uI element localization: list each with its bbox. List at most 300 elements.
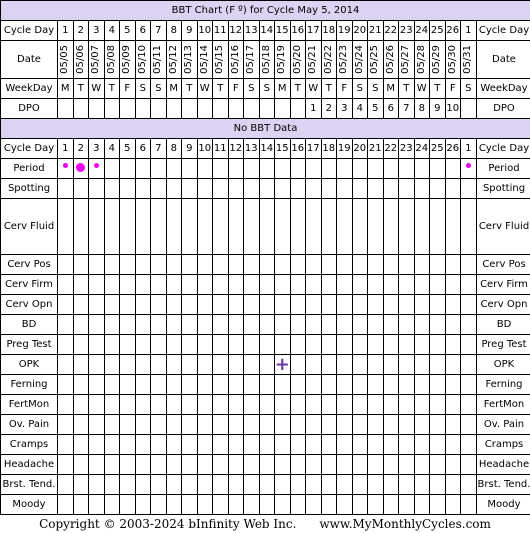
spotting-cell[interactable]	[367, 178, 384, 199]
bd-cell[interactable]	[228, 314, 245, 335]
preg-test-cell[interactable]	[243, 334, 260, 355]
ferning-cell[interactable]	[181, 374, 198, 395]
cramps-cell[interactable]	[398, 434, 415, 455]
cerv-pos-cell[interactable]	[352, 254, 369, 275]
cramps-cell[interactable]	[367, 434, 384, 455]
bd-cell[interactable]	[181, 314, 198, 335]
site-link[interactable]: www.MyMonthlyCycles.com	[319, 516, 491, 531]
cerv-pos-cell[interactable]	[414, 254, 431, 275]
cramps-cell[interactable]	[445, 434, 462, 455]
period-cell[interactable]	[104, 158, 121, 179]
preg-test-cell[interactable]	[150, 334, 167, 355]
cerv-pos-cell[interactable]	[429, 254, 446, 275]
period-cell[interactable]	[321, 158, 338, 179]
ferning-cell[interactable]	[352, 374, 369, 395]
headache-cell[interactable]	[429, 454, 446, 475]
period-cell[interactable]	[429, 158, 446, 179]
cerv-fluid-cell[interactable]	[197, 198, 214, 255]
cramps-cell[interactable]	[135, 434, 152, 455]
cerv-fluid-cell[interactable]	[383, 198, 400, 255]
headache-cell[interactable]	[352, 454, 369, 475]
cerv-firm-cell[interactable]	[166, 274, 183, 295]
moody-cell[interactable]	[429, 494, 446, 515]
spotting-cell[interactable]	[429, 178, 446, 199]
headache-cell[interactable]	[197, 454, 214, 475]
cerv-firm-cell[interactable]	[119, 274, 136, 295]
ov-pain-cell[interactable]	[119, 414, 136, 435]
headache-cell[interactable]	[57, 454, 74, 475]
preg-test-cell[interactable]	[135, 334, 152, 355]
bd-cell[interactable]	[197, 314, 214, 335]
cerv-fluid-cell[interactable]	[429, 198, 446, 255]
preg-test-cell[interactable]	[367, 334, 384, 355]
cerv-opn-cell[interactable]	[460, 294, 477, 315]
cerv-pos-cell[interactable]	[367, 254, 384, 275]
opk-cell[interactable]	[367, 354, 384, 375]
ov-pain-cell[interactable]	[414, 414, 431, 435]
ov-pain-cell[interactable]	[336, 414, 353, 435]
cerv-opn-cell[interactable]	[445, 294, 462, 315]
cramps-cell[interactable]	[414, 434, 431, 455]
cerv-pos-cell[interactable]	[336, 254, 353, 275]
cerv-opn-cell[interactable]	[119, 294, 136, 315]
spotting-cell[interactable]	[445, 178, 462, 199]
fertmon-cell[interactable]	[367, 394, 384, 415]
cramps-cell[interactable]	[88, 434, 105, 455]
cerv-pos-cell[interactable]	[88, 254, 105, 275]
spotting-cell[interactable]	[57, 178, 74, 199]
moody-cell[interactable]	[197, 494, 214, 515]
opk-cell[interactable]	[104, 354, 121, 375]
ov-pain-cell[interactable]	[88, 414, 105, 435]
brst-tend-cell[interactable]	[445, 474, 462, 495]
spotting-cell[interactable]	[243, 178, 260, 199]
cerv-fluid-cell[interactable]	[274, 198, 291, 255]
cerv-firm-cell[interactable]	[367, 274, 384, 295]
cerv-fluid-cell[interactable]	[150, 198, 167, 255]
moody-cell[interactable]	[367, 494, 384, 515]
headache-cell[interactable]	[321, 454, 338, 475]
bd-cell[interactable]	[259, 314, 276, 335]
spotting-cell[interactable]	[119, 178, 136, 199]
cerv-firm-cell[interactable]	[305, 274, 322, 295]
opk-cell[interactable]	[119, 354, 136, 375]
ov-pain-cell[interactable]	[135, 414, 152, 435]
preg-test-cell[interactable]	[259, 334, 276, 355]
cerv-pos-cell[interactable]	[119, 254, 136, 275]
spotting-cell[interactable]	[197, 178, 214, 199]
cerv-opn-cell[interactable]	[135, 294, 152, 315]
opk-cell[interactable]	[321, 354, 338, 375]
cerv-pos-cell[interactable]	[73, 254, 90, 275]
cramps-cell[interactable]	[197, 434, 214, 455]
ov-pain-cell[interactable]	[460, 414, 477, 435]
ferning-cell[interactable]	[429, 374, 446, 395]
period-cell[interactable]	[73, 158, 90, 179]
ov-pain-cell[interactable]	[104, 414, 121, 435]
preg-test-cell[interactable]	[445, 334, 462, 355]
cerv-opn-cell[interactable]	[104, 294, 121, 315]
moody-cell[interactable]	[57, 494, 74, 515]
preg-test-cell[interactable]	[104, 334, 121, 355]
period-cell[interactable]	[228, 158, 245, 179]
bd-cell[interactable]	[336, 314, 353, 335]
fertmon-cell[interactable]	[429, 394, 446, 415]
brst-tend-cell[interactable]	[274, 474, 291, 495]
cerv-fluid-cell[interactable]	[321, 198, 338, 255]
period-cell[interactable]	[352, 158, 369, 179]
bd-cell[interactable]	[150, 314, 167, 335]
ferning-cell[interactable]	[166, 374, 183, 395]
opk-cell[interactable]	[352, 354, 369, 375]
moody-cell[interactable]	[243, 494, 260, 515]
cerv-fluid-cell[interactable]	[305, 198, 322, 255]
moody-cell[interactable]	[104, 494, 121, 515]
ov-pain-cell[interactable]	[398, 414, 415, 435]
bd-cell[interactable]	[352, 314, 369, 335]
cerv-opn-cell[interactable]	[228, 294, 245, 315]
cerv-opn-cell[interactable]	[166, 294, 183, 315]
spotting-cell[interactable]	[228, 178, 245, 199]
cerv-pos-cell[interactable]	[290, 254, 307, 275]
cerv-opn-cell[interactable]	[398, 294, 415, 315]
fertmon-cell[interactable]	[414, 394, 431, 415]
spotting-cell[interactable]	[460, 178, 477, 199]
brst-tend-cell[interactable]	[150, 474, 167, 495]
preg-test-cell[interactable]	[352, 334, 369, 355]
moody-cell[interactable]	[305, 494, 322, 515]
brst-tend-cell[interactable]	[259, 474, 276, 495]
bd-cell[interactable]	[290, 314, 307, 335]
cramps-cell[interactable]	[460, 434, 477, 455]
ferning-cell[interactable]	[383, 374, 400, 395]
headache-cell[interactable]	[336, 454, 353, 475]
cerv-pos-cell[interactable]	[135, 254, 152, 275]
cramps-cell[interactable]	[166, 434, 183, 455]
moody-cell[interactable]	[212, 494, 229, 515]
headache-cell[interactable]	[73, 454, 90, 475]
spotting-cell[interactable]	[135, 178, 152, 199]
bd-cell[interactable]	[73, 314, 90, 335]
ov-pain-cell[interactable]	[352, 414, 369, 435]
brst-tend-cell[interactable]	[460, 474, 477, 495]
moody-cell[interactable]	[73, 494, 90, 515]
moody-cell[interactable]	[290, 494, 307, 515]
period-cell[interactable]	[305, 158, 322, 179]
brst-tend-cell[interactable]	[228, 474, 245, 495]
fertmon-cell[interactable]	[336, 394, 353, 415]
fertmon-cell[interactable]	[135, 394, 152, 415]
fertmon-cell[interactable]	[228, 394, 245, 415]
headache-cell[interactable]	[243, 454, 260, 475]
moody-cell[interactable]	[228, 494, 245, 515]
cerv-firm-cell[interactable]	[212, 274, 229, 295]
ferning-cell[interactable]	[150, 374, 167, 395]
ferning-cell[interactable]	[274, 374, 291, 395]
ov-pain-cell[interactable]	[259, 414, 276, 435]
spotting-cell[interactable]	[73, 178, 90, 199]
cerv-pos-cell[interactable]	[181, 254, 198, 275]
fertmon-cell[interactable]	[57, 394, 74, 415]
period-cell[interactable]	[57, 158, 74, 179]
cerv-fluid-cell[interactable]	[57, 198, 74, 255]
cramps-cell[interactable]	[321, 434, 338, 455]
ov-pain-cell[interactable]	[429, 414, 446, 435]
cerv-fluid-cell[interactable]	[228, 198, 245, 255]
ov-pain-cell[interactable]	[305, 414, 322, 435]
brst-tend-cell[interactable]	[321, 474, 338, 495]
opk-cell[interactable]	[228, 354, 245, 375]
brst-tend-cell[interactable]	[57, 474, 74, 495]
cerv-fluid-cell[interactable]	[290, 198, 307, 255]
cerv-fluid-cell[interactable]	[212, 198, 229, 255]
cerv-firm-cell[interactable]	[383, 274, 400, 295]
cerv-opn-cell[interactable]	[290, 294, 307, 315]
fertmon-cell[interactable]	[290, 394, 307, 415]
ov-pain-cell[interactable]	[57, 414, 74, 435]
spotting-cell[interactable]	[274, 178, 291, 199]
cerv-pos-cell[interactable]	[305, 254, 322, 275]
ov-pain-cell[interactable]	[383, 414, 400, 435]
moody-cell[interactable]	[150, 494, 167, 515]
bd-cell[interactable]	[383, 314, 400, 335]
period-cell[interactable]	[88, 158, 105, 179]
headache-cell[interactable]	[119, 454, 136, 475]
cerv-firm-cell[interactable]	[398, 274, 415, 295]
brst-tend-cell[interactable]	[181, 474, 198, 495]
moody-cell[interactable]	[321, 494, 338, 515]
cramps-cell[interactable]	[290, 434, 307, 455]
cerv-firm-cell[interactable]	[414, 274, 431, 295]
cramps-cell[interactable]	[119, 434, 136, 455]
cerv-firm-cell[interactable]	[274, 274, 291, 295]
cerv-opn-cell[interactable]	[383, 294, 400, 315]
cerv-fluid-cell[interactable]	[460, 198, 477, 255]
ferning-cell[interactable]	[305, 374, 322, 395]
ferning-cell[interactable]	[259, 374, 276, 395]
spotting-cell[interactable]	[290, 178, 307, 199]
cerv-fluid-cell[interactable]	[414, 198, 431, 255]
headache-cell[interactable]	[414, 454, 431, 475]
spotting-cell[interactable]	[259, 178, 276, 199]
fertmon-cell[interactable]	[150, 394, 167, 415]
fertmon-cell[interactable]	[460, 394, 477, 415]
spotting-cell[interactable]	[414, 178, 431, 199]
cerv-firm-cell[interactable]	[445, 274, 462, 295]
bd-cell[interactable]	[414, 314, 431, 335]
opk-cell[interactable]	[88, 354, 105, 375]
moody-cell[interactable]	[88, 494, 105, 515]
cerv-pos-cell[interactable]	[57, 254, 74, 275]
ferning-cell[interactable]	[212, 374, 229, 395]
headache-cell[interactable]	[367, 454, 384, 475]
fertmon-cell[interactable]	[197, 394, 214, 415]
cerv-firm-cell[interactable]	[321, 274, 338, 295]
headache-cell[interactable]	[135, 454, 152, 475]
moody-cell[interactable]	[445, 494, 462, 515]
opk-cell[interactable]	[305, 354, 322, 375]
moody-cell[interactable]	[336, 494, 353, 515]
cerv-pos-cell[interactable]	[445, 254, 462, 275]
bd-cell[interactable]	[398, 314, 415, 335]
preg-test-cell[interactable]	[290, 334, 307, 355]
bd-cell[interactable]	[460, 314, 477, 335]
cerv-firm-cell[interactable]	[352, 274, 369, 295]
fertmon-cell[interactable]	[445, 394, 462, 415]
cramps-cell[interactable]	[104, 434, 121, 455]
ferning-cell[interactable]	[104, 374, 121, 395]
ferning-cell[interactable]	[135, 374, 152, 395]
cerv-firm-cell[interactable]	[243, 274, 260, 295]
cerv-opn-cell[interactable]	[73, 294, 90, 315]
preg-test-cell[interactable]	[305, 334, 322, 355]
preg-test-cell[interactable]	[73, 334, 90, 355]
headache-cell[interactable]	[398, 454, 415, 475]
period-cell[interactable]	[414, 158, 431, 179]
fertmon-cell[interactable]	[73, 394, 90, 415]
opk-cell[interactable]	[135, 354, 152, 375]
cerv-pos-cell[interactable]	[321, 254, 338, 275]
period-cell[interactable]	[243, 158, 260, 179]
preg-test-cell[interactable]	[398, 334, 415, 355]
bd-cell[interactable]	[305, 314, 322, 335]
cerv-fluid-cell[interactable]	[135, 198, 152, 255]
spotting-cell[interactable]	[104, 178, 121, 199]
bd-cell[interactable]	[119, 314, 136, 335]
cerv-firm-cell[interactable]	[73, 274, 90, 295]
headache-cell[interactable]	[290, 454, 307, 475]
cramps-cell[interactable]	[228, 434, 245, 455]
fertmon-cell[interactable]	[243, 394, 260, 415]
preg-test-cell[interactable]	[383, 334, 400, 355]
ov-pain-cell[interactable]	[150, 414, 167, 435]
opk-cell[interactable]	[73, 354, 90, 375]
ov-pain-cell[interactable]	[212, 414, 229, 435]
spotting-cell[interactable]	[398, 178, 415, 199]
bd-cell[interactable]	[135, 314, 152, 335]
cerv-opn-cell[interactable]	[305, 294, 322, 315]
cerv-firm-cell[interactable]	[290, 274, 307, 295]
brst-tend-cell[interactable]	[88, 474, 105, 495]
ferning-cell[interactable]	[336, 374, 353, 395]
ferning-cell[interactable]	[88, 374, 105, 395]
cerv-fluid-cell[interactable]	[104, 198, 121, 255]
ferning-cell[interactable]	[119, 374, 136, 395]
moody-cell[interactable]	[259, 494, 276, 515]
cerv-opn-cell[interactable]	[336, 294, 353, 315]
cerv-firm-cell[interactable]	[228, 274, 245, 295]
ov-pain-cell[interactable]	[166, 414, 183, 435]
cerv-opn-cell[interactable]	[181, 294, 198, 315]
bd-cell[interactable]	[243, 314, 260, 335]
opk-cell[interactable]	[197, 354, 214, 375]
ferning-cell[interactable]	[460, 374, 477, 395]
cerv-opn-cell[interactable]	[414, 294, 431, 315]
period-cell[interactable]	[383, 158, 400, 179]
spotting-cell[interactable]	[336, 178, 353, 199]
cramps-cell[interactable]	[429, 434, 446, 455]
cerv-fluid-cell[interactable]	[367, 198, 384, 255]
brst-tend-cell[interactable]	[398, 474, 415, 495]
spotting-cell[interactable]	[212, 178, 229, 199]
preg-test-cell[interactable]	[274, 334, 291, 355]
period-cell[interactable]	[166, 158, 183, 179]
spotting-cell[interactable]	[305, 178, 322, 199]
cerv-firm-cell[interactable]	[259, 274, 276, 295]
cerv-pos-cell[interactable]	[104, 254, 121, 275]
headache-cell[interactable]	[305, 454, 322, 475]
cerv-opn-cell[interactable]	[367, 294, 384, 315]
moody-cell[interactable]	[274, 494, 291, 515]
ferning-cell[interactable]	[228, 374, 245, 395]
ferning-cell[interactable]	[197, 374, 214, 395]
cerv-pos-cell[interactable]	[197, 254, 214, 275]
brst-tend-cell[interactable]	[73, 474, 90, 495]
period-cell[interactable]	[336, 158, 353, 179]
opk-cell[interactable]	[429, 354, 446, 375]
ov-pain-cell[interactable]	[197, 414, 214, 435]
cerv-opn-cell[interactable]	[259, 294, 276, 315]
opk-cell[interactable]	[181, 354, 198, 375]
headache-cell[interactable]	[259, 454, 276, 475]
cerv-fluid-cell[interactable]	[336, 198, 353, 255]
moody-cell[interactable]	[352, 494, 369, 515]
spotting-cell[interactable]	[181, 178, 198, 199]
brst-tend-cell[interactable]	[367, 474, 384, 495]
bd-cell[interactable]	[367, 314, 384, 335]
cerv-pos-cell[interactable]	[259, 254, 276, 275]
opk-cell[interactable]	[460, 354, 477, 375]
preg-test-cell[interactable]	[414, 334, 431, 355]
moody-cell[interactable]	[181, 494, 198, 515]
bd-cell[interactable]	[321, 314, 338, 335]
cerv-firm-cell[interactable]	[57, 274, 74, 295]
ferning-cell[interactable]	[367, 374, 384, 395]
cerv-pos-cell[interactable]	[212, 254, 229, 275]
brst-tend-cell[interactable]	[414, 474, 431, 495]
cerv-pos-cell[interactable]	[228, 254, 245, 275]
cerv-firm-cell[interactable]	[104, 274, 121, 295]
preg-test-cell[interactable]	[429, 334, 446, 355]
preg-test-cell[interactable]	[119, 334, 136, 355]
cramps-cell[interactable]	[73, 434, 90, 455]
period-cell[interactable]	[150, 158, 167, 179]
cerv-firm-cell[interactable]	[150, 274, 167, 295]
headache-cell[interactable]	[228, 454, 245, 475]
period-cell[interactable]	[181, 158, 198, 179]
cerv-opn-cell[interactable]	[57, 294, 74, 315]
brst-tend-cell[interactable]	[383, 474, 400, 495]
cerv-fluid-cell[interactable]	[166, 198, 183, 255]
period-cell[interactable]	[398, 158, 415, 179]
bd-cell[interactable]	[88, 314, 105, 335]
cerv-firm-cell[interactable]	[135, 274, 152, 295]
cerv-fluid-cell[interactable]	[88, 198, 105, 255]
moody-cell[interactable]	[119, 494, 136, 515]
spotting-cell[interactable]	[383, 178, 400, 199]
bd-cell[interactable]	[445, 314, 462, 335]
fertmon-cell[interactable]	[119, 394, 136, 415]
cramps-cell[interactable]	[383, 434, 400, 455]
cerv-opn-cell[interactable]	[429, 294, 446, 315]
period-cell[interactable]	[445, 158, 462, 179]
cramps-cell[interactable]	[150, 434, 167, 455]
opk-cell[interactable]	[57, 354, 74, 375]
preg-test-cell[interactable]	[228, 334, 245, 355]
fertmon-cell[interactable]	[181, 394, 198, 415]
preg-test-cell[interactable]	[336, 334, 353, 355]
cerv-fluid-cell[interactable]	[243, 198, 260, 255]
